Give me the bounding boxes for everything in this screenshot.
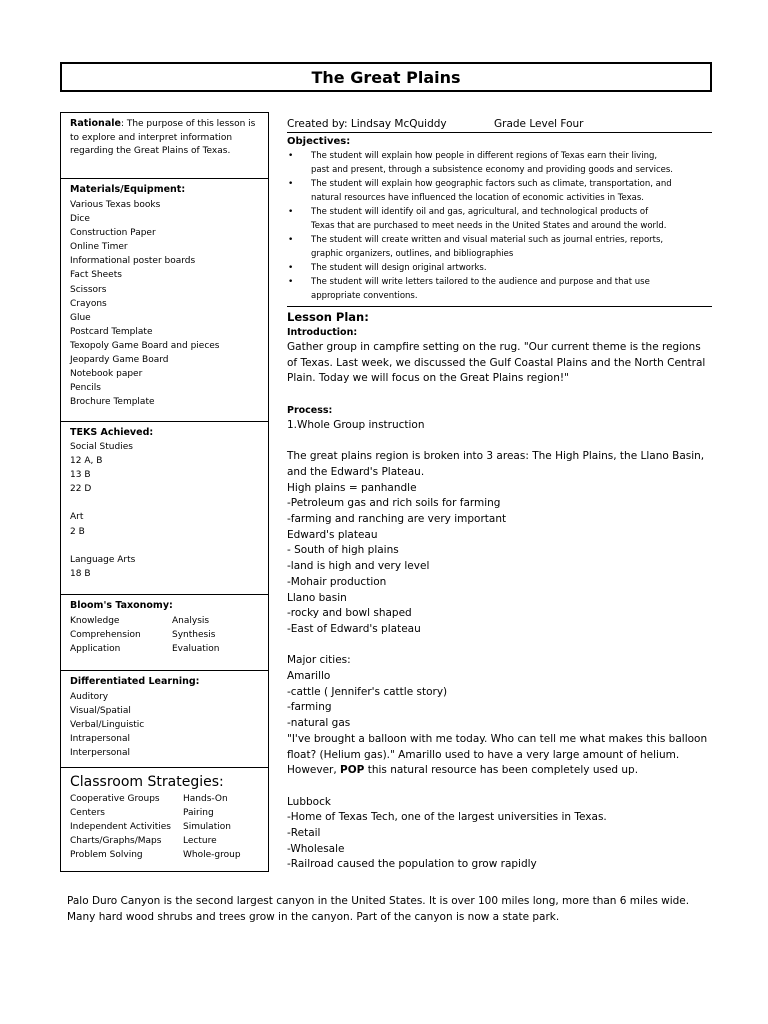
- material-item: Online Timer: [70, 242, 128, 253]
- teks-item: [70, 539, 260, 553]
- objective-line: • The student will explain how people in different regions of Texas earn their living,: [311, 151, 658, 161]
- introduction-heading: Introduction:: [287, 327, 358, 338]
- text-line: -East of Edward's plateau: [287, 622, 421, 635]
- objective-item: [287, 149, 712, 177]
- strategy-item: Independent Activities: [70, 822, 171, 832]
- objective-item: [287, 205, 712, 233]
- text-line: -Home of Texas Tech, one of the largest universities in Texas.: [287, 811, 607, 824]
- text-line: Many hard wood shrubs and trees grow in the canyon. Part of the canyon is now a state park.: [67, 910, 560, 923]
- text-line: -rocky and bowl shaped: [287, 607, 412, 620]
- text-line: Llano basin: [287, 591, 347, 604]
- material-item: Various Texas books: [70, 200, 161, 210]
- author-row: [287, 116, 712, 132]
- teks-item: Social Studies: [70, 442, 133, 452]
- objective-line: • The student will explain how geographic factors such as climate, transportation, and: [311, 179, 672, 189]
- text-line: -Railroad caused the population to grow rapidly: [287, 858, 537, 871]
- pop-pre: However,: [287, 764, 341, 777]
- teks-item: Language Arts: [70, 554, 136, 565]
- teks-item: Art: [70, 512, 84, 523]
- text-line: -natural gas: [287, 717, 351, 730]
- strategy-item: Whole-group: [183, 850, 241, 860]
- teks-item: 22 D: [70, 484, 92, 495]
- differentiated-section: [61, 671, 268, 768]
- differentiated-item: Interpersonal: [70, 748, 130, 759]
- blooms-section: [61, 595, 268, 671]
- pop-line: [287, 763, 712, 779]
- differentiated-item: Verbal/Linguistic: [70, 720, 145, 731]
- process-step: 1.Whole Group instruction: [287, 418, 425, 431]
- strategy-item: Pairing: [183, 808, 214, 818]
- objective-line: • The student will design original artworks.: [311, 263, 487, 273]
- text-line: Plain. Today we will focus on the Great Plains region!": [287, 372, 569, 385]
- materials-list: [70, 198, 260, 409]
- blooms-item: Analysis: [172, 616, 210, 626]
- teks-item: 13 B: [70, 470, 91, 481]
- process-heading: Process:: [287, 404, 333, 416]
- divider: [287, 132, 712, 133]
- strategy-item: Centers: [70, 808, 105, 818]
- material-item: Postcard Template: [70, 326, 153, 337]
- regions-text: [287, 449, 712, 637]
- page-title: The Great Plains: [60, 62, 712, 92]
- text-line: Lubbock: [287, 795, 331, 808]
- pop-word: POP: [340, 764, 365, 777]
- blooms-item: Application: [70, 644, 121, 654]
- teks-section: [61, 422, 268, 595]
- strategies-grid: [70, 792, 260, 862]
- differentiated-item: Intrapersonal: [70, 734, 130, 745]
- materials-section: [61, 179, 268, 422]
- objective-item: [287, 233, 712, 261]
- strategies-section: [61, 768, 268, 867]
- material-item: Crayons: [70, 298, 107, 309]
- text-line: and the Edward's Plateau.: [287, 465, 425, 478]
- objective-line: Texas that are purchased to meet needs in the United States and around the world.: [311, 221, 667, 231]
- text-line: Gather group in campfire setting on the rug. "Our current theme is the regions: [287, 341, 701, 353]
- teks-heading: TEKS Achieved:: [70, 427, 154, 438]
- text-line: -Retail: [287, 827, 321, 840]
- sidebar: [60, 112, 269, 872]
- differentiated-item: Visual/Spatial: [70, 706, 131, 717]
- text-line: Amarillo: [287, 670, 331, 683]
- divider: [287, 306, 712, 307]
- strategy-item: Problem Solving: [70, 850, 143, 860]
- differentiated-heading: Differentiated Learning:: [70, 676, 200, 687]
- objective-item: [287, 177, 712, 205]
- text-line: -Petroleum gas and rich soils for farming: [287, 497, 501, 510]
- text-line: Palo Duro Canyon is the second largest canyon in the United States. It is over 100 miles long, more than 6 miles wide.: [67, 895, 690, 907]
- main-content: [287, 116, 712, 873]
- rationale-section: [61, 113, 268, 179]
- objective-line: graphic organizers, outlines, and bibliographies: [311, 249, 514, 259]
- objective-line: • The student will identify oil and gas, agricultural, and technological products of: [311, 207, 649, 217]
- teks-list: [70, 440, 260, 581]
- strategy-item: Hands-On: [183, 794, 228, 804]
- material-item: Jeopardy Game Board: [70, 355, 169, 366]
- material-item: Notebook paper: [70, 369, 143, 380]
- text-line: -Wholesale: [287, 842, 345, 855]
- objective-line: • The student will create written and visual material such as journal entries, reports,: [311, 235, 664, 245]
- rationale-text: [70, 117, 260, 159]
- blooms-heading: Bloom's Taxonomy:: [70, 600, 173, 611]
- objectives-list: [287, 149, 712, 303]
- text-line: -Mohair production: [287, 575, 387, 588]
- text-line: -cattle ( Jennifer's cattle story): [287, 685, 448, 698]
- blooms-item: Evaluation: [172, 644, 220, 654]
- objective-item: [287, 275, 712, 303]
- material-item: Pencils: [70, 383, 101, 394]
- material-item: Fact Sheets: [70, 270, 122, 281]
- material-item: Dice: [70, 214, 90, 225]
- text-line: The great plains region is broken into 3 areas: The High Plains, the Llano Basin,: [287, 450, 705, 463]
- grade-level: Grade Level Four: [494, 118, 584, 130]
- strategy-item: Simulation: [183, 822, 231, 832]
- objective-line: past and present, through a subsistence economy and providing goods and services.: [311, 165, 673, 175]
- materials-heading: Materials/Equipment:: [70, 184, 186, 195]
- material-item: Scissors: [70, 284, 107, 295]
- strategy-item: Cooperative Groups: [70, 794, 160, 804]
- text-line: Edward's plateau: [287, 528, 378, 541]
- material-item: Texopoly Game Board and pieces: [70, 340, 220, 351]
- created-by: Created by: Lindsay McQuiddy: [287, 118, 447, 130]
- introduction-text: [287, 340, 712, 387]
- footer-paragraph: [67, 894, 717, 925]
- text-line: "I've brought a balloon with me today. Who can tell me what makes this balloon: [287, 732, 708, 745]
- blooms-grid: [70, 614, 260, 656]
- material-item: Brochure Template: [70, 397, 155, 408]
- differentiated-list: [70, 690, 260, 760]
- material-item: Glue: [70, 312, 91, 323]
- strategy-item: Lecture: [183, 836, 217, 846]
- strategy-item: Charts/Graphs/Maps: [70, 836, 162, 846]
- differentiated-item: Auditory: [70, 692, 109, 702]
- text-line: -land is high and very level: [287, 560, 430, 573]
- objective-line: appropriate conventions.: [311, 291, 418, 301]
- text-line: - South of high plains: [287, 544, 399, 557]
- material-item: Informational poster boards: [70, 256, 196, 267]
- lubbock-text: [287, 795, 712, 874]
- cities-text: [287, 653, 712, 763]
- teks-item: 12 A, B: [70, 456, 103, 467]
- blooms-item: Synthesis: [172, 630, 216, 640]
- teks-item: 2 B: [70, 526, 85, 537]
- objective-line: • The student will write letters tailored to the audience and purpose and that use: [311, 277, 650, 287]
- lesson-plan-heading: Lesson Plan:: [287, 310, 369, 324]
- objective-line: natural resources have influenced the location of economic activities in Texas.: [311, 193, 644, 203]
- text-line: Major cities:: [287, 654, 351, 667]
- teks-item: [70, 496, 260, 510]
- blooms-item: Comprehension: [70, 630, 141, 640]
- teks-item: 18 B: [70, 568, 91, 579]
- pop-post: this natural resource has been completely used up.: [364, 764, 639, 777]
- text-line: -farming and ranching are very important: [287, 513, 507, 525]
- rationale-label: Rationale: [70, 118, 121, 129]
- text-line: -farming: [287, 701, 332, 714]
- material-item: Construction Paper: [70, 228, 156, 239]
- strategies-heading: Classroom Strategies:: [70, 774, 224, 790]
- rationale-body: : The purpose of this lesson is to explore and interpret information regarding the Great Plains of Texas.: [70, 119, 256, 157]
- objective-item: [287, 261, 712, 275]
- objectives-heading: Objectives:: [287, 136, 351, 147]
- text-line: of Texas. Last week, we discussed the Gulf Coastal Plains and the North Central: [287, 356, 706, 369]
- text-line: float? (Helium gas)." Amarillo used to have a very large amount of helium.: [287, 748, 680, 761]
- blooms-item: Knowledge: [70, 616, 120, 626]
- text-line: High plains = panhandle: [287, 481, 417, 494]
